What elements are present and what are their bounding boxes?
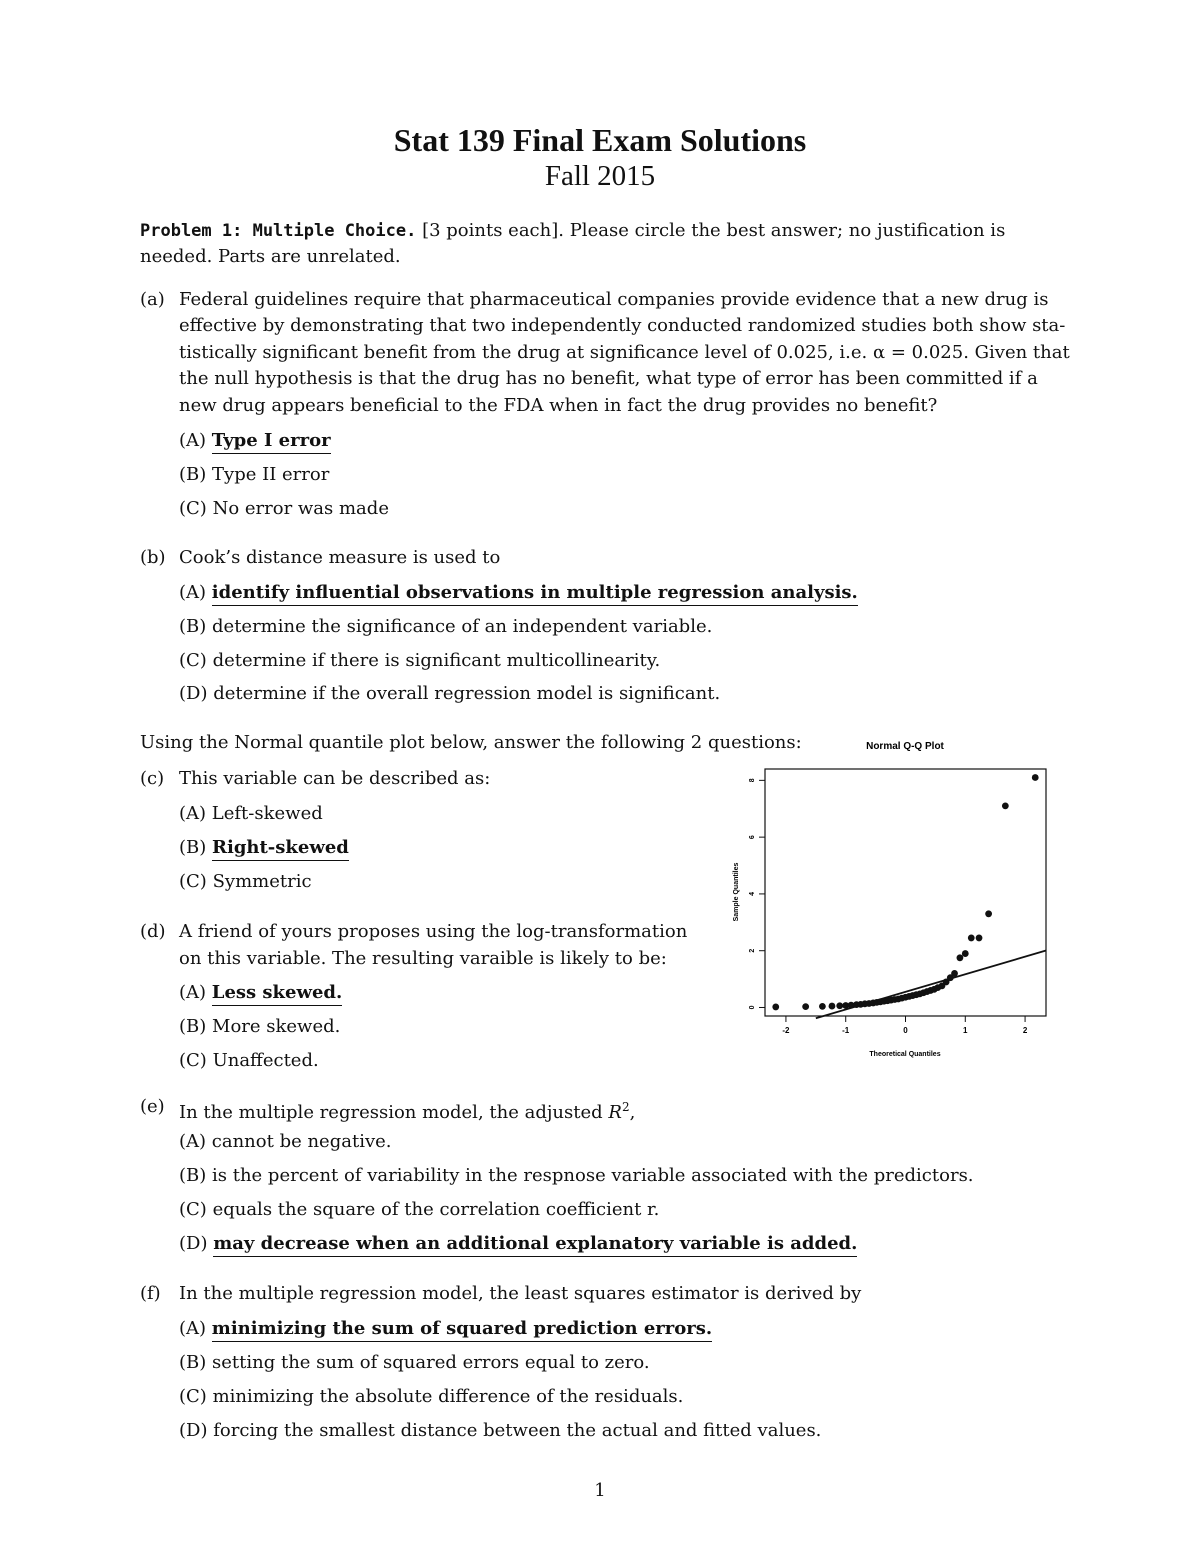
question-a-line-1: Federal guidelines require that pharmaceutical companies provide evidence that a new drug is bbox=[179, 289, 1049, 310]
question-b-text: Cook’s distance measure is used to bbox=[179, 547, 501, 568]
chart-title: Normal Q-Q Plot bbox=[866, 741, 944, 752]
question-b-label: (b) bbox=[140, 547, 166, 568]
option-text: determine the significance of an independent variable. bbox=[212, 616, 713, 637]
x-tick-label: 2 bbox=[1022, 1026, 1028, 1035]
option-text: Unaffected. bbox=[212, 1050, 319, 1071]
option-label: (C) bbox=[179, 650, 207, 671]
qq-point bbox=[819, 1003, 826, 1010]
correct-answer: Type I error bbox=[212, 430, 331, 454]
x-tick-label: 0 bbox=[903, 1026, 908, 1035]
qq-point bbox=[962, 950, 969, 957]
option-label: (C) bbox=[179, 1199, 207, 1220]
option-text: setting the sum of squared errors equal to zero. bbox=[212, 1352, 650, 1373]
option-label: (D) bbox=[179, 1420, 208, 1441]
option-text: Symmetric bbox=[212, 871, 312, 892]
option-text: determine if there is significant multicollinearity. bbox=[212, 650, 661, 671]
question-f-label: (f) bbox=[140, 1283, 161, 1304]
option-label: (A) bbox=[179, 1131, 207, 1152]
option-a-C[interactable] bbox=[179, 496, 389, 522]
qq-point bbox=[836, 1002, 843, 1009]
superscript: 2 bbox=[621, 1100, 630, 1114]
correct-answer: Less skewed. bbox=[212, 982, 343, 1006]
question-d-label: (d) bbox=[140, 921, 166, 942]
qq-point bbox=[802, 1003, 809, 1010]
option-label: (B) bbox=[179, 616, 207, 637]
question-e-text-after: , bbox=[629, 1102, 636, 1123]
option-label: (B) bbox=[179, 837, 207, 858]
option-label: (D) bbox=[179, 683, 208, 704]
option-label: (B) bbox=[179, 1352, 207, 1373]
question-c-text: This variable can be described as: bbox=[179, 768, 491, 789]
option-label: (C) bbox=[179, 871, 207, 892]
option-label: (B) bbox=[179, 1165, 207, 1186]
question-d-line-1: A friend of yours proposes using the log-transformation bbox=[179, 921, 688, 942]
y-tick-label: 2 bbox=[749, 948, 756, 953]
x-tick-label: 1 bbox=[963, 1026, 968, 1035]
option-label: (C) bbox=[179, 498, 207, 519]
qq-point bbox=[1032, 774, 1039, 781]
option-label: (A) bbox=[179, 803, 207, 824]
y-axis-label: Sample Quantiles bbox=[733, 862, 740, 922]
option-text: forcing the smallest distance between the actual and fitted values. bbox=[213, 1420, 822, 1441]
option-f-C[interactable] bbox=[179, 1384, 683, 1410]
option-label: (D) bbox=[179, 1233, 208, 1254]
option-text: More skewed. bbox=[212, 1016, 341, 1037]
question-a-line-4: the null hypothesis is that the drug has no benefit, what type of error has been committed if a bbox=[179, 368, 1038, 389]
correct-answer: Right-skewed bbox=[212, 837, 349, 861]
option-d-A[interactable] bbox=[179, 980, 342, 1006]
option-c-B[interactable] bbox=[179, 835, 349, 861]
question-a-line-5: new drug appears beneficial to the FDA when in fact the drug provides no benefit? bbox=[179, 395, 938, 416]
option-e-A[interactable] bbox=[179, 1129, 392, 1155]
page-number: 1 bbox=[594, 1480, 606, 1501]
option-b-C[interactable] bbox=[179, 648, 660, 674]
question-a-line-3: tistically significant benefit from the drug at significance level of 0.025, i.e. α = 0.025. Given that bbox=[179, 342, 1070, 363]
qq-point bbox=[976, 935, 983, 942]
option-f-A[interactable] bbox=[179, 1316, 712, 1342]
option-text: Left-skewed bbox=[211, 803, 323, 824]
instructions-line-1: [3 points each]. Please circle the best answer; no justification is bbox=[422, 220, 1006, 241]
option-label: (C) bbox=[179, 1386, 207, 1407]
option-f-B[interactable] bbox=[179, 1350, 650, 1376]
option-c-C[interactable] bbox=[179, 869, 312, 895]
question-f-text: In the multiple regression model, the least squares estimator is derived by bbox=[179, 1283, 862, 1304]
option-text: No error was made bbox=[212, 498, 389, 519]
problem-heading: Problem 1: Multiple Choice. bbox=[140, 221, 417, 241]
question-e-text-before: In the multiple regression model, the adjusted bbox=[179, 1102, 609, 1123]
correct-answer: identify influential observations in multiple regression analysis. bbox=[212, 582, 858, 606]
option-b-A[interactable] bbox=[179, 580, 858, 606]
option-b-B[interactable] bbox=[179, 614, 712, 640]
option-text: Type II error bbox=[212, 464, 330, 485]
question-e-text bbox=[179, 1094, 635, 1126]
intro-cd: Using the Normal quantile plot below, answer the following 2 questions: bbox=[140, 732, 802, 753]
option-f-D[interactable] bbox=[179, 1418, 821, 1444]
option-label: (B) bbox=[179, 1016, 207, 1037]
x-tick-label: -1 bbox=[842, 1026, 850, 1035]
option-label: (A) bbox=[179, 582, 207, 603]
option-e-D[interactable] bbox=[179, 1231, 857, 1257]
option-e-C[interactable] bbox=[179, 1197, 659, 1223]
option-text: cannot be negative. bbox=[211, 1131, 392, 1152]
option-label: (A) bbox=[179, 430, 207, 451]
option-label: (A) bbox=[179, 982, 207, 1003]
option-c-A[interactable] bbox=[179, 801, 323, 827]
qq-point bbox=[968, 935, 975, 942]
option-text: determine if the overall regression model is significant. bbox=[213, 683, 721, 704]
option-text: minimizing the absolute difference of the residuals. bbox=[212, 1386, 684, 1407]
qq-point bbox=[772, 1004, 779, 1011]
qq-point bbox=[829, 1003, 836, 1010]
option-d-C[interactable] bbox=[179, 1048, 319, 1074]
correct-answer: minimizing the sum of squared prediction errors. bbox=[212, 1318, 712, 1342]
option-d-B[interactable] bbox=[179, 1014, 340, 1040]
x-tick-label: -2 bbox=[782, 1026, 790, 1035]
question-d-line-2: on this variable. The resulting varaible is likely to be: bbox=[179, 948, 667, 969]
option-text: is the percent of variability in the respnose variable associated with the predictors. bbox=[212, 1165, 974, 1186]
option-b-D[interactable] bbox=[179, 681, 720, 707]
qq-point bbox=[951, 970, 958, 977]
question-c-label: (c) bbox=[140, 768, 165, 789]
y-tick-label: 0 bbox=[749, 1005, 756, 1010]
r-squared-symbol: R bbox=[608, 1102, 622, 1123]
question-e-label: (e) bbox=[140, 1096, 165, 1117]
option-a-B[interactable] bbox=[179, 462, 329, 488]
option-label: (A) bbox=[179, 1318, 207, 1339]
qq-point bbox=[985, 910, 992, 917]
y-tick-label: 8 bbox=[749, 778, 756, 783]
page-subtitle: Fall 2015 bbox=[544, 160, 656, 192]
y-tick-label: 4 bbox=[749, 891, 756, 896]
page-title: Stat 139 Final Exam Solutions bbox=[393, 122, 807, 158]
option-e-B[interactable] bbox=[179, 1163, 974, 1189]
problem-instructions bbox=[140, 218, 1005, 244]
question-a-line-2: effective by demonstrating that two independently conducted randomized studies both show sta- bbox=[179, 315, 1066, 336]
correct-answer: may decrease when an additional explanatory variable is added. bbox=[213, 1233, 857, 1257]
qq-point bbox=[1002, 803, 1009, 810]
qq-plot bbox=[728, 736, 1058, 1066]
qq-point bbox=[957, 954, 964, 961]
instructions-line-2: needed. Parts are unrelated. bbox=[140, 246, 401, 267]
y-tick-label: 6 bbox=[749, 835, 756, 840]
option-label: (C) bbox=[179, 1050, 207, 1071]
option-a-A[interactable] bbox=[179, 428, 331, 454]
question-a-label: (a) bbox=[140, 289, 165, 310]
option-text: equals the square of the correlation coefficient r. bbox=[212, 1199, 660, 1220]
x-axis-label: Theoretical Quantiles bbox=[869, 1051, 941, 1058]
option-label: (B) bbox=[179, 464, 207, 485]
